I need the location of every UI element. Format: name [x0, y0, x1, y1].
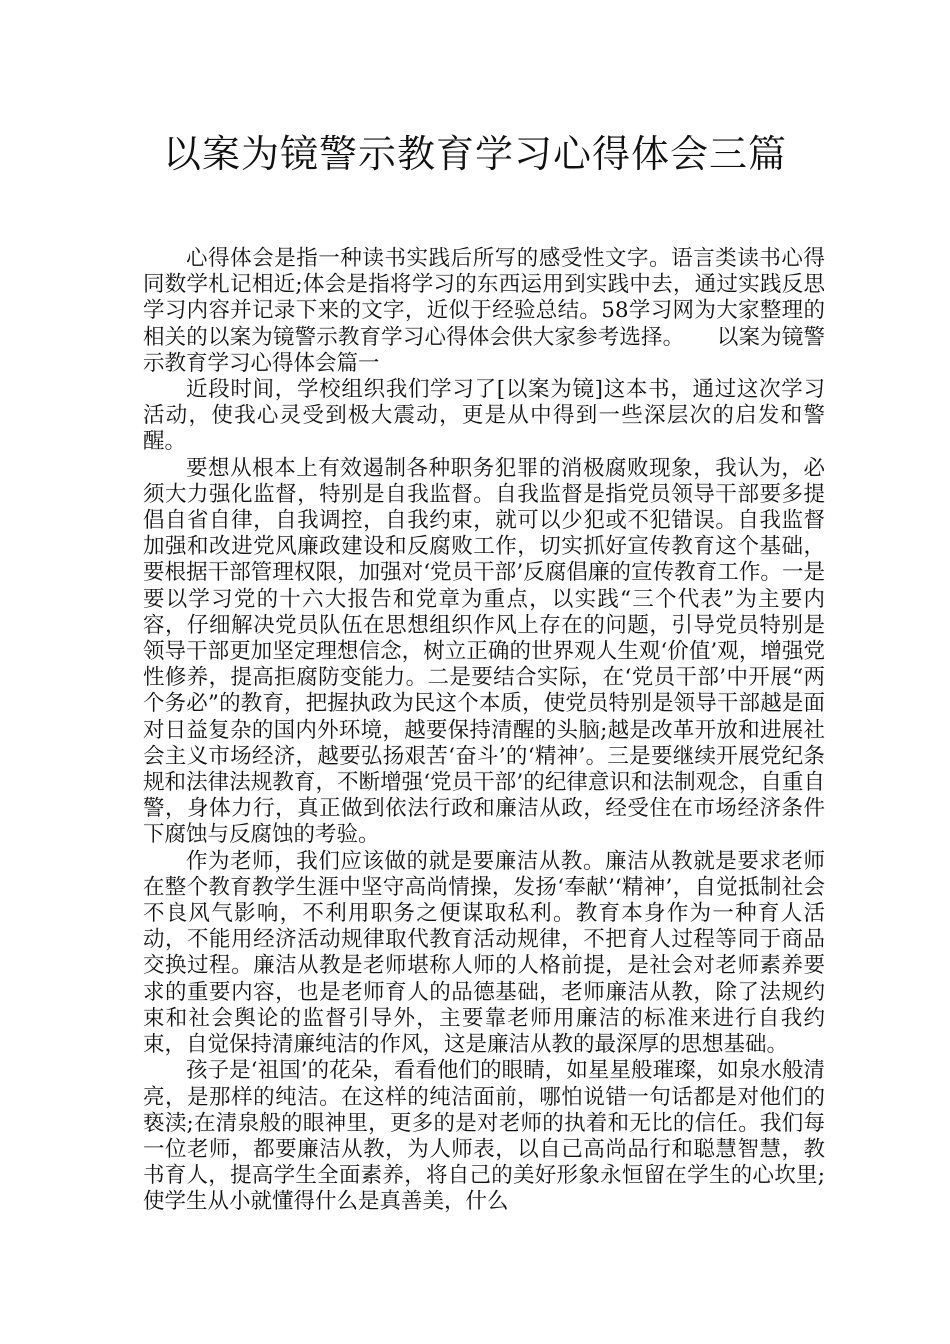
paragraph-3: 作为老师，我们应该做的就是要廉洁从教。廉洁从教就是要求老师在整个教育教学生涯中坚守高尚情操，发扬‘奉献’‘精神’，自觉抵制社会不良风气影响，不利用职务之便谋取私利。教育本身作为一种育人活动，不能用经济活动规律取代教育活动规律，不把育人过程等同于商品交换过程。廉洁从教是老师堪称人师的人格前提，是社会对老师素养要求的重要内容，也是老师育人的品德基础，老师廉洁从教，除了法规约束和社会舆论的监督引导外，主要靠老师用廉洁的标准来进行自我约束，自觉保持清廉纯洁的作风，这是廉洁从教的最深厚的思想基础。 — [143, 848, 825, 1058]
paragraph-2: 要想从根本上有效遏制各种职务犯罪的消极腐败现象，我认为，必须大力强化监督，特别是自我监督。自我监督是指党员领导干部要多提倡自省自律，自我调控，自我约束，就可以少犯或不犯错误。自我监督加强和改进党风廉政建设和反腐败工作，切实抓好宣传教育这个基础，要根据干部管理权限，加强对‘党员干部’反腐倡廉的宣传教育工作。一是要以学习党的十六大报告和党章为重点，以实践“三个代表”为主要内容，仔细解决党员队伍在思想组织作风上存在的问题，引导党员特别是领导干部更加坚定理想信念，树立正确的世界观人生观‘价值’观，增强党性修养，提高拒腐防变能力。二是要结合实际，在‘党员干部’中开展“两个务必”的教育，把握执政为民这个本质，使党员特别是领导干部越是面对日益复杂的国内外环境，越要保持清醒的头脑;越是改革开放和进展社会主义市场经济，越要弘扬艰苦‘奋斗’的‘精神’。三是要继续开展党纪条规和法律法规教育，不断增强‘党员干部’的纪律意识和法制观念，自重自警，身体力行，真正做到依法行政和廉洁从政，经受住在市场经济条件下腐蚀与反腐蚀的考验。 — [143, 455, 825, 848]
paragraph-4: 孩子是‘祖国’的花朵，看看他们的眼睛，如星星般璀璨，如泉水般清亮，是那样的纯洁。在这样的纯洁面前，哪怕说错一句话都是对他们的亵渎;在清泉般的眼神里，更多的是对老师的执着和无比的信任。我们每一位老师，都要廉洁从教，为人师表，以自己高尚品行和聪慧智慧，教书育人，提高学生全面素养，将自己的美好形象永恒留在学生的心坎里;使学生从小就懂得什么是真善美，什么 — [143, 1058, 825, 1215]
document-title: 以案为镜警示教育学习心得体会三篇 — [162, 132, 787, 176]
paragraph-1: 近段时间，学校组织我们学习了[以案为镜]这本书，通过这次学习活动，使我心灵受到极大震动，更是从中得到一些深层次的启发和警醒。 — [143, 377, 825, 455]
paragraph-intro: 心得体会是指一种读书实践后所写的感受性文字。语言类读书心得同数学札记相近;体会是指将学习的东西运用到实践中去，通过实践反思学习内容并记录下来的文字，近似于经验总结。58学习网为大家整理的相关的以案为镜警示教育学习心得体会供大家参考选择。 以案为镜警示教育学习心得体会篇一 — [143, 246, 825, 376]
document-body — [143, 246, 825, 1216]
